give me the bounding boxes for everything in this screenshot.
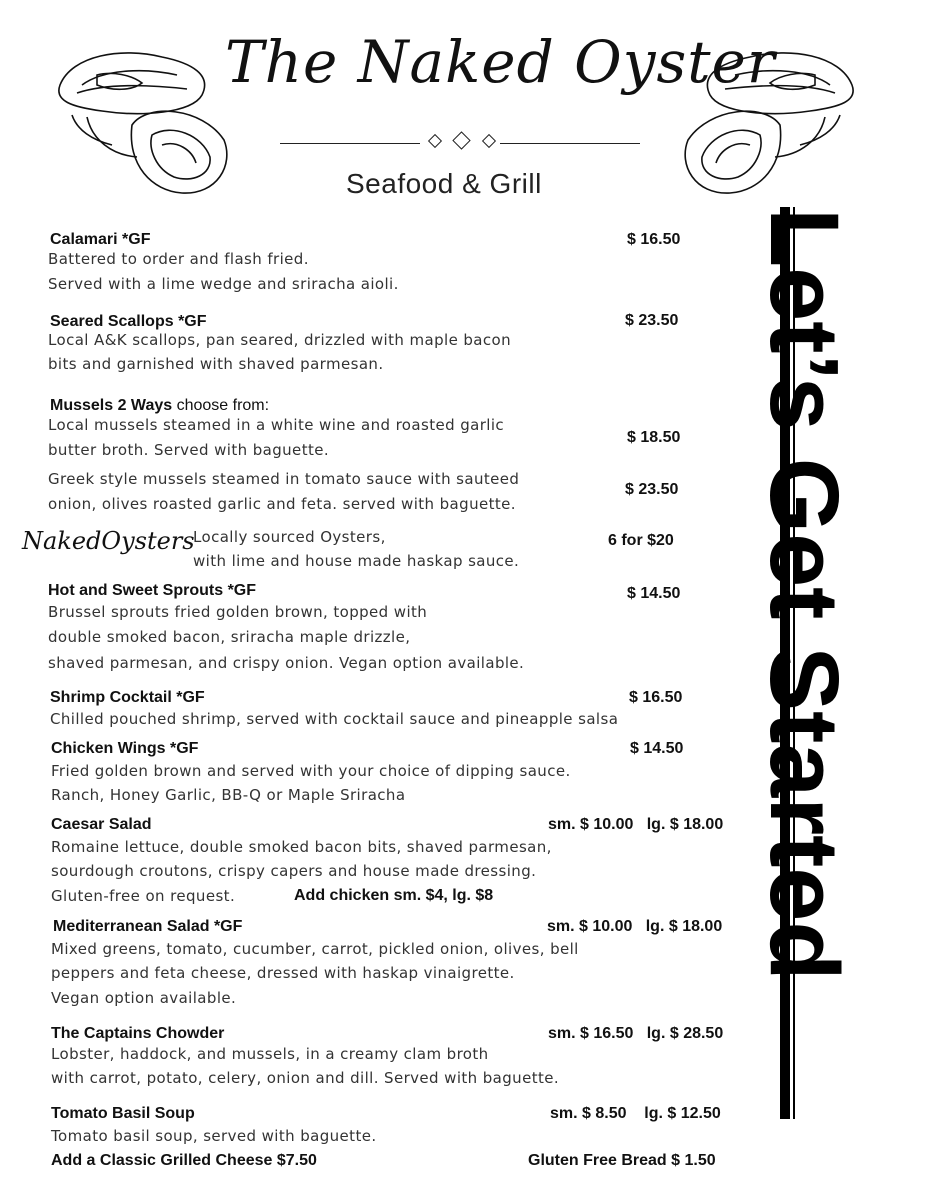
menu-item-price: $ 16.50 xyxy=(627,231,681,248)
title-divider-left xyxy=(280,143,420,144)
menu-item-name: Calamari *GF xyxy=(50,231,151,248)
menu-item-description: Locally sourced Oysters, xyxy=(193,528,386,546)
menu-item-price: $ 23.50 xyxy=(625,312,679,329)
divider-diamond-icon xyxy=(452,131,470,149)
menu-item-price: $ 18.50 xyxy=(627,429,681,446)
menu-item-name: Seared Scallops *GF xyxy=(50,313,207,330)
menu-item-name-suffix: choose from: xyxy=(176,397,270,414)
menu-item-name: Chicken Wings *GF xyxy=(51,740,199,757)
oyster-illustration-left-icon xyxy=(52,45,232,200)
divider-diamond-icon xyxy=(428,134,442,148)
oysters-signature: NakedOysters xyxy=(22,527,195,555)
menu-item-name: The Captains Chowder xyxy=(51,1025,225,1042)
menu-item-description: double smoked bacon, sriracha maple drizzle, xyxy=(48,628,411,646)
menu-item-description: Local A&K scallops, pan seared, drizzled with maple bacon xyxy=(48,331,512,349)
menu-item-description: butter broth. Served with baguette. xyxy=(48,441,330,459)
menu-item-description: with carrot, potato, celery, onion and dill. Served with baguette. xyxy=(51,1069,560,1087)
menu-item-description: Brussel sprouts fried golden brown, topped with xyxy=(48,603,428,621)
restaurant-subtitle: Seafood & Grill xyxy=(346,168,542,199)
menu-item-price: $ 23.50 xyxy=(625,481,679,498)
menu-item-description: bits and garnished with shaved parmesan. xyxy=(48,355,384,373)
menu-item-description: Chilled pouched shrimp, served with cocktail sauce and pineapple salsa xyxy=(50,710,619,728)
menu-item-price: $ 16.50 xyxy=(629,689,683,706)
menu-item-name: Hot and Sweet Sprouts *GF xyxy=(48,582,257,599)
title-divider-right xyxy=(500,143,640,144)
menu-item-name: Tomato Basil Soup xyxy=(51,1105,195,1122)
menu-item-name: Caesar Salad xyxy=(51,816,152,833)
menu-item-description: Tomato basil soup, served with baguette. xyxy=(51,1127,377,1145)
menu-item-price: $ 14.50 xyxy=(630,740,684,757)
menu-item-description: Vegan option available. xyxy=(51,989,237,1007)
menu-item-price: 6 for $20 xyxy=(608,532,674,549)
footer-gluten-free-bread: Gluten Free Bread $ 1.50 xyxy=(528,1152,716,1169)
menu-item-price: sm. $ 10.00 lg. $ 18.00 xyxy=(547,918,723,935)
menu-item-description: Greek style mussels steamed in tomato sauce with sauteed xyxy=(48,470,520,488)
menu-item-description: Romaine lettuce, double smoked bacon bits, shaved parmesan, xyxy=(51,838,552,856)
menu-item-price: $ 14.50 xyxy=(627,585,681,602)
menu-item-name-text: Mussels 2 Ways xyxy=(50,397,173,414)
menu-item-description: Lobster, haddock, and mussels, in a creamy clam broth xyxy=(51,1045,489,1063)
menu-item-price: sm. $ 8.50 lg. $ 12.50 xyxy=(550,1105,721,1122)
menu-item-description: with lime and house made haskap sauce. xyxy=(193,552,520,570)
menu-item-description: peppers and feta cheese, dressed with haskap vinaigrette. xyxy=(51,964,515,982)
menu-item-description: Served with a lime wedge and sriracha aioli. xyxy=(48,275,399,293)
menu-item-description: Battered to order and flash fried. xyxy=(48,250,309,268)
divider-diamond-icon xyxy=(482,134,496,148)
menu-item-description: Gluten-free on request. xyxy=(51,887,236,905)
menu-item-name: Shrimp Cocktail *GF xyxy=(50,689,205,706)
menu-item-price: sm. $ 10.00 lg. $ 18.00 xyxy=(548,816,724,833)
side-banner-text: Let’s Get Started xyxy=(750,208,859,981)
menu-item-description: sourdough croutons, crispy capers and house made dressing. xyxy=(51,862,537,880)
menu-item-description: Local mussels steamed in a white wine and roasted garlic xyxy=(48,416,505,434)
menu-item-price: sm. $ 16.50 lg. $ 28.50 xyxy=(548,1025,724,1042)
menu-item-name: Mediterranean Salad *GF xyxy=(53,918,243,935)
menu-item-name xyxy=(50,397,269,415)
menu-item-description: Fried golden brown and served with your choice of dipping sauce. xyxy=(51,762,571,780)
menu-item-description: shaved parmesan, and crispy onion. Vegan option available. xyxy=(48,654,525,672)
menu-item-addon: Add chicken sm. $4, lg. $8 xyxy=(294,887,494,904)
footer-grilled-cheese: Add a Classic Grilled Cheese $7.50 xyxy=(51,1152,317,1169)
restaurant-title: The Naked Oyster xyxy=(225,28,776,96)
menu-item-description: Ranch, Honey Garlic, BB-Q or Maple Sriracha xyxy=(51,786,406,804)
menu-item-description: onion, olives roasted garlic and feta. served with baguette. xyxy=(48,495,516,513)
menu-item-description: Mixed greens, tomato, cucumber, carrot, pickled onion, olives, bell xyxy=(51,940,579,958)
